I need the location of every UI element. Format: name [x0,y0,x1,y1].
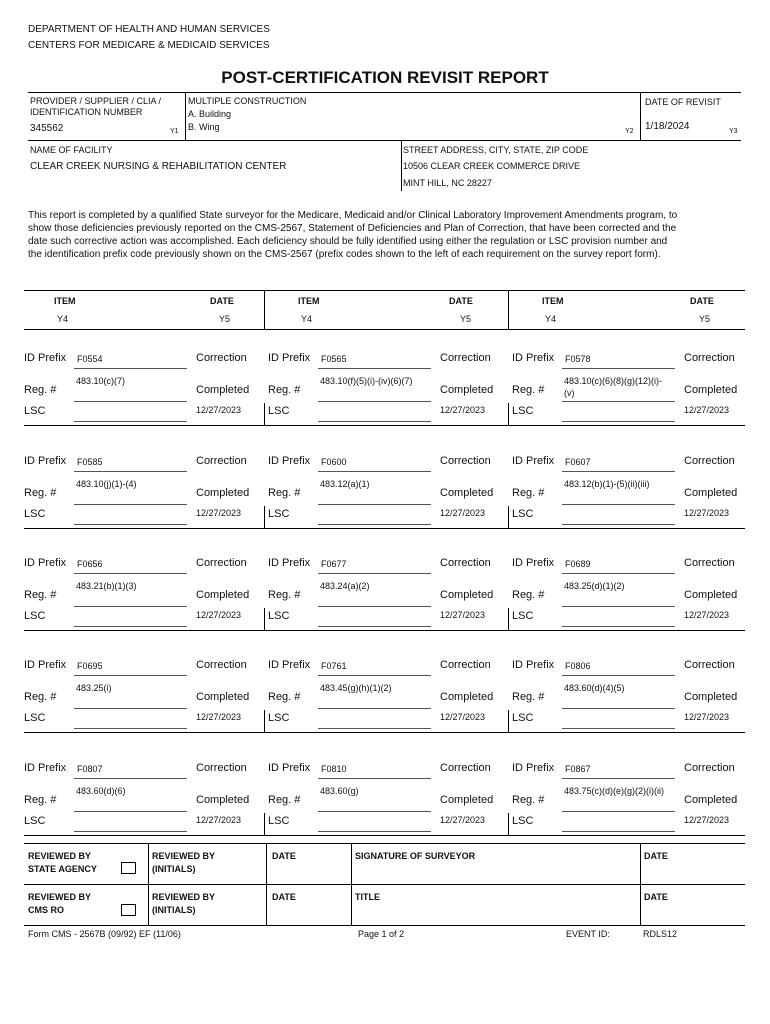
column-header-date-code: Y5 [460,314,472,324]
reg-value: 483.45(g)(h)(1)(2) [320,683,392,693]
column-header-date-code: Y5 [699,314,711,324]
reg-value: 483.25(i) [76,683,112,693]
id-prefix-label: ID Prefix [24,762,67,774]
title-label: TITLE [355,892,380,902]
completed-label: Completed [196,487,250,499]
id-prefix-label: ID Prefix [24,659,67,671]
correction-label: Correction [440,659,491,671]
id-prefix-value: F0695 [77,661,103,671]
completed-label: Completed [440,487,494,499]
cms-ro-checkbox[interactable] [121,904,136,916]
id-prefix-value: F0585 [77,457,103,467]
cms-initials-label-2: (INITIALS) [152,905,196,915]
reg-label: Reg. # [268,691,301,703]
id-prefix-value: F0578 [565,354,591,364]
reg-label: Reg. # [512,794,545,806]
column-header-item: ITEM [54,296,76,306]
form-number: Form CMS - 2567B (09/92) EF (11/06) [28,929,181,939]
reg-label: Reg. # [268,589,301,601]
id-prefix-label: ID Prefix [24,455,67,467]
event-id-label: EVENT ID: [566,929,610,939]
reg-label: Reg. # [268,384,301,396]
provider-label-2: IDENTIFICATION NUMBER [30,107,143,117]
state-agency-label-1: REVIEWED BY [28,851,92,861]
construction-label: MULTIPLE CONSTRUCTION [188,96,307,106]
id-prefix-label: ID Prefix [268,557,311,569]
lsc-label: LSC [24,610,46,622]
address-label: STREET ADDRESS, CITY, STATE, ZIP CODE [403,145,589,155]
id-prefix-value: F0565 [321,354,347,364]
lsc-label: LSC [24,712,46,724]
completed-date: 12/27/2023 [440,610,486,620]
completed-date: 12/27/2023 [684,508,730,518]
id-prefix-label: ID Prefix [268,659,311,671]
completed-label: Completed [440,691,494,703]
reg-label: Reg. # [268,487,301,499]
id-prefix-label: ID Prefix [512,762,555,774]
reg-label: Reg. # [24,589,57,601]
correction-label: Correction [196,762,247,774]
correction-label: Correction [440,762,491,774]
column-header-date: DATE [210,296,234,306]
revisit-date-label: DATE OF REVISIT [645,97,721,107]
facility-name: CLEAR CREEK NURSING & REHABILITATION CENTER [30,161,287,172]
completed-label: Completed [684,794,738,806]
lsc-label: LSC [512,815,534,827]
completed-date: 12/27/2023 [684,815,730,825]
initials-label-2: (INITIALS) [152,864,196,874]
id-prefix-value: F0867 [565,764,591,774]
facility-name-label: NAME OF FACILITY [30,145,113,155]
correction-label: Correction [684,659,735,671]
completed-label: Completed [196,691,250,703]
id-prefix-value: F0656 [77,559,103,569]
id-prefix-label: ID Prefix [268,352,311,364]
completed-label: Completed [684,384,738,396]
reg-value: 483.60(g) [320,786,359,796]
lsc-label: LSC [268,712,290,724]
revisit-code: Y3 [729,128,738,135]
reg-value: 483.10(j)(1)-(4) [76,479,137,489]
correction-label: Correction [440,352,491,364]
signature-label: SIGNATURE OF SURVEYOR [355,851,476,861]
column-header-date: DATE [690,296,714,306]
correction-label: Correction [684,762,735,774]
completed-label: Completed [440,794,494,806]
address-line-2: MINT HILL, NC 28227 [403,178,492,188]
reg-value: 483.21(b)(1)(3) [76,581,137,591]
id-prefix-label: ID Prefix [512,352,555,364]
correction-label: Correction [684,352,735,364]
lsc-label: LSC [512,508,534,520]
lsc-label: LSC [512,712,534,724]
lsc-label: LSC [268,815,290,827]
provider-number: 345562 [30,123,64,134]
reg-label: Reg. # [24,384,57,396]
provider-code: Y1 [170,128,179,135]
reg-value: 483.10(c)(7) [76,376,126,386]
correction-label: Correction [196,557,247,569]
page-number: Page 1 of 2 [358,929,405,939]
reg-label: Reg. # [512,691,545,703]
reg-label: Reg. # [512,487,545,499]
state-agency-checkbox[interactable] [121,862,136,874]
reg-value: 483.12(a)(1) [320,479,370,489]
page-title: POST-CERTIFICATION REVISIT REPORT [221,68,549,87]
id-prefix-value: F0807 [77,764,103,774]
event-id-value: RDLS12 [643,929,678,939]
id-prefix-value: F0761 [321,661,347,671]
column-header-date-code: Y5 [219,314,231,324]
state-agency-label-2: STATE AGENCY [28,864,97,874]
completed-label: Completed [196,794,250,806]
reg-value: 483.60(d)(4)(5) [564,683,625,693]
cms-ro-label-1: REVIEWED BY [28,892,92,902]
agency-line-1: DEPARTMENT OF HEALTH AND HUMAN SERVICES [28,24,270,35]
correction-label: Correction [440,557,491,569]
correction-label: Correction [440,455,491,467]
column-header-item-code: Y4 [545,314,557,324]
cms-initials-label-1: REVIEWED BY [152,892,216,902]
completed-date: 12/27/2023 [440,815,486,825]
initials-label-1: REVIEWED BY [152,851,216,861]
column-header-item: ITEM [298,296,320,306]
id-prefix-label: ID Prefix [268,455,311,467]
completed-date: 12/27/2023 [684,405,730,415]
lsc-label: LSC [24,815,46,827]
id-prefix-value: F0607 [565,457,591,467]
construction-code: Y2 [625,128,634,135]
title-date-label: DATE [644,892,668,902]
lsc-label: LSC [512,610,534,622]
provider-label-1: PROVIDER / SUPPLIER / CLIA / [30,96,162,106]
correction-label: Correction [196,659,247,671]
reg-label: Reg. # [512,384,545,396]
completed-label: Completed [196,589,250,601]
lsc-label: LSC [268,405,290,417]
correction-label: Correction [684,455,735,467]
lsc-label: LSC [24,405,46,417]
correction-label: Correction [684,557,735,569]
lsc-label: LSC [24,508,46,520]
completed-date: 12/27/2023 [440,712,486,722]
completed-date: 12/27/2023 [684,610,730,620]
id-prefix-value: F0677 [321,559,347,569]
agency-line-2: CENTERS FOR MEDICARE & MEDICAID SERVICES [28,40,270,51]
reg-label: Reg. # [268,794,301,806]
address-line-1: 10506 CLEAR CREEK COMMERCE DRIVE [403,161,581,171]
column-header-date: DATE [449,296,473,306]
completed-label: Completed [440,589,494,601]
reg-label: Reg. # [24,487,57,499]
cms-date-label: DATE [272,892,296,902]
reg-value: 483.12(b)(1)-(5)(ii)(iii) [564,479,650,489]
id-prefix-value: F0689 [565,559,591,569]
reg-label: Reg. # [24,794,57,806]
reg-value: 483.10(f)(5)(i)-(iv)(6)(7) [320,376,413,386]
completed-label: Completed [440,384,494,396]
completed-label: Completed [684,691,738,703]
state-date-label: DATE [272,851,296,861]
completed-date: 12/27/2023 [196,712,242,722]
reg-value-line-2: (v) [564,388,575,398]
completed-date: 12/27/2023 [440,405,486,415]
id-prefix-label: ID Prefix [24,352,67,364]
reg-value: 483.25(d)(1)(2) [564,581,625,591]
id-prefix-value: F0810 [321,764,347,774]
column-header-item: ITEM [542,296,564,306]
id-prefix-label: ID Prefix [268,762,311,774]
reg-value: 483.60(d)(6) [76,786,126,796]
signature-date-label: DATE [644,851,668,861]
completed-label: Completed [684,589,738,601]
lsc-label: LSC [512,405,534,417]
completed-date: 12/27/2023 [196,405,242,415]
cms-ro-label-2: CMS RO [28,905,64,915]
completed-date: 12/27/2023 [196,508,242,518]
lsc-label: LSC [268,610,290,622]
id-prefix-value: F0600 [321,457,347,467]
completed-label: Completed [684,487,738,499]
reg-value: 483.24(a)(2) [320,581,370,591]
completed-date: 12/27/2023 [440,508,486,518]
correction-label: Correction [196,455,247,467]
completed-date: 12/27/2023 [684,712,730,722]
id-prefix-label: ID Prefix [512,455,555,467]
reg-label: Reg. # [24,691,57,703]
reg-label: Reg. # [512,589,545,601]
construction-building: A. Building [188,109,232,119]
column-header-item-code: Y4 [301,314,313,324]
id-prefix-label: ID Prefix [24,557,67,569]
instructions-paragraph: This report is completed by a qualified State surveyor for the Medicare, Medicaid and/or Clinical Laboratory Improvement Amendments program, to show those deficiencies previously reported on the CMS-2567, Statement of Deficiencies and Plan of Correction, that have been corrected and the date such corrective action was accomplished. Each deficiency should be fully identified using either the regulation or LSC provision number and the identification prefix code previously shown on the CMS-2567 (prefix codes shown to the left of each requirement on the survey report form). [28,210,678,260]
id-prefix-label: ID Prefix [512,557,555,569]
reg-value: 483.75(c)(d)(e)(g)(2)(i)(ii) [564,786,665,796]
id-prefix-value: F0806 [565,661,591,671]
completed-label: Completed [196,384,250,396]
construction-wing: B. Wing [188,122,220,132]
completed-date: 12/27/2023 [196,815,242,825]
completed-date: 12/27/2023 [196,610,242,620]
reg-value-line-1: 483.10(c)(6)(8)(g)(12)(i)- [564,376,663,386]
lsc-label: LSC [268,508,290,520]
correction-label: Correction [196,352,247,364]
revisit-date-value: 1/18/2024 [645,121,690,132]
column-header-item-code: Y4 [57,314,69,324]
id-prefix-value: F0554 [77,354,103,364]
id-prefix-label: ID Prefix [512,659,555,671]
